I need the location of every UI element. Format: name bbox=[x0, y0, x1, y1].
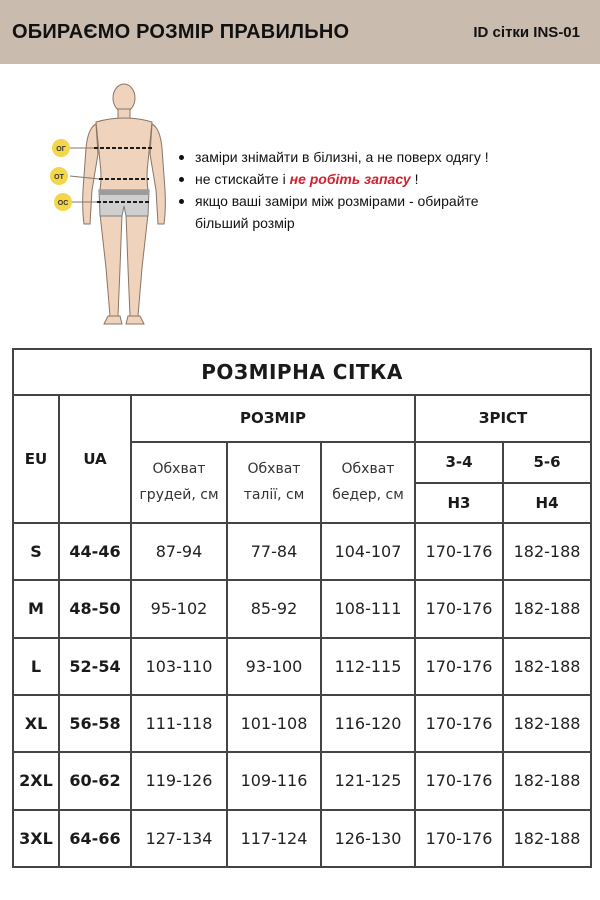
header-waist bbox=[227, 442, 321, 523]
cell-waist: 117-124 bbox=[227, 810, 321, 867]
cell-hips: 121-125 bbox=[321, 752, 415, 809]
cell-eu: S bbox=[13, 523, 59, 580]
waistband-shape bbox=[99, 190, 149, 195]
cell-waist: 101-108 bbox=[227, 695, 321, 752]
header-chest-line1: Обхват bbox=[152, 461, 206, 478]
cell-chest: 95-102 bbox=[131, 580, 227, 637]
cell-eu: L bbox=[13, 638, 59, 695]
cell-hips: 108-111 bbox=[321, 580, 415, 637]
note-text: заміри знімайти в білизні, а не поверх одягу ! bbox=[195, 149, 489, 165]
cell-height-h3: 170-176 bbox=[415, 752, 503, 809]
cell-eu: M bbox=[13, 580, 59, 637]
cell-hips: 116-120 bbox=[321, 695, 415, 752]
cell-waist: 85-92 bbox=[227, 580, 321, 637]
right-foot-shape bbox=[126, 316, 144, 324]
hips-marker-label: ОС bbox=[57, 200, 69, 207]
header-waist-line2: талії, см bbox=[243, 487, 305, 504]
page-title: ОБИРАЄМО РОЗМІР ПРАВИЛЬНО bbox=[12, 20, 350, 43]
note-text: не стискайте і bbox=[195, 171, 290, 187]
cell-ua: 52-54 bbox=[59, 638, 131, 695]
note-text: ! bbox=[410, 171, 419, 187]
cell-waist: 77-84 bbox=[227, 523, 321, 580]
measurement-notes bbox=[175, 146, 495, 234]
header-height-code-2: Н4 bbox=[503, 483, 591, 523]
note-item bbox=[175, 146, 495, 168]
cell-hips: 126-130 bbox=[321, 810, 415, 867]
cell-hips: 104-107 bbox=[321, 523, 415, 580]
cell-height-h3: 170-176 bbox=[415, 695, 503, 752]
left-leg-shape bbox=[100, 214, 122, 316]
right-arm-shape bbox=[150, 124, 165, 224]
cell-height-h4: 182-188 bbox=[503, 752, 591, 809]
note-item bbox=[175, 168, 495, 190]
header-hips-line1: Обхват bbox=[341, 461, 395, 478]
header-waist-line1: Обхват bbox=[247, 461, 301, 478]
cell-height-h4: 182-188 bbox=[503, 638, 591, 695]
header-size-group: РОЗМІР bbox=[131, 395, 415, 441]
table-row bbox=[13, 810, 591, 867]
cell-eu: 3XL bbox=[13, 810, 59, 867]
cell-waist: 109-116 bbox=[227, 752, 321, 809]
right-leg-shape bbox=[126, 214, 148, 316]
table-row bbox=[13, 580, 591, 637]
header-eu: EU bbox=[13, 395, 59, 523]
grid-id-label: ID сітки INS-01 bbox=[473, 23, 580, 41]
table-title: РОЗМІРНА СІТКА bbox=[13, 349, 591, 395]
cell-height-h3: 170-176 bbox=[415, 638, 503, 695]
cell-ua: 60-62 bbox=[59, 752, 131, 809]
header-chest bbox=[131, 442, 227, 523]
note-text: якщо ваші заміри між розмірами - обирайте більший розмір bbox=[195, 193, 479, 231]
header-ua: UA bbox=[59, 395, 131, 523]
cell-ua: 56-58 bbox=[59, 695, 131, 752]
left-arm-shape bbox=[83, 124, 98, 224]
header-hips bbox=[321, 442, 415, 523]
cell-chest: 127-134 bbox=[131, 810, 227, 867]
cell-chest: 103-110 bbox=[131, 638, 227, 695]
header-height-group: ЗРІСТ bbox=[415, 395, 591, 441]
head-shape bbox=[113, 84, 135, 112]
table-row bbox=[13, 523, 591, 580]
cell-ua: 44-46 bbox=[59, 523, 131, 580]
cell-height-h3: 170-176 bbox=[415, 580, 503, 637]
cell-height-h4: 182-188 bbox=[503, 523, 591, 580]
header-chest-line2: грудей, см bbox=[139, 487, 219, 504]
cell-ua: 48-50 bbox=[59, 580, 131, 637]
table-row bbox=[13, 752, 591, 809]
note-item bbox=[175, 190, 495, 234]
header-height-range-1: 3-4 bbox=[415, 442, 503, 483]
cell-hips: 112-115 bbox=[321, 638, 415, 695]
note-warning-text: не робіть запасу bbox=[289, 171, 411, 187]
cell-height-h4: 182-188 bbox=[503, 695, 591, 752]
header-hips-line2: бедер, см bbox=[332, 487, 404, 504]
cell-chest: 119-126 bbox=[131, 752, 227, 809]
left-foot-shape bbox=[104, 316, 122, 324]
cell-waist: 93-100 bbox=[227, 638, 321, 695]
waist-marker-label: ОТ bbox=[54, 174, 64, 181]
header-height-code-1: Н3 bbox=[415, 483, 503, 523]
cell-height-h3: 170-176 bbox=[415, 810, 503, 867]
table-row bbox=[13, 695, 591, 752]
cell-chest: 111-118 bbox=[131, 695, 227, 752]
cell-chest: 87-94 bbox=[131, 523, 227, 580]
cell-eu: 2XL bbox=[13, 752, 59, 809]
cell-height-h4: 182-188 bbox=[503, 580, 591, 637]
header-height-range-2: 5-6 bbox=[503, 442, 591, 483]
cell-height-h4: 182-188 bbox=[503, 810, 591, 867]
size-chart-table bbox=[12, 348, 592, 868]
body-measurement-figure bbox=[50, 78, 180, 334]
header-bar bbox=[0, 0, 600, 64]
cell-ua: 64-66 bbox=[59, 810, 131, 867]
cell-eu: XL bbox=[13, 695, 59, 752]
chest-marker-label: ОГ bbox=[56, 146, 66, 153]
cell-height-h3: 170-176 bbox=[415, 523, 503, 580]
table-row bbox=[13, 638, 591, 695]
